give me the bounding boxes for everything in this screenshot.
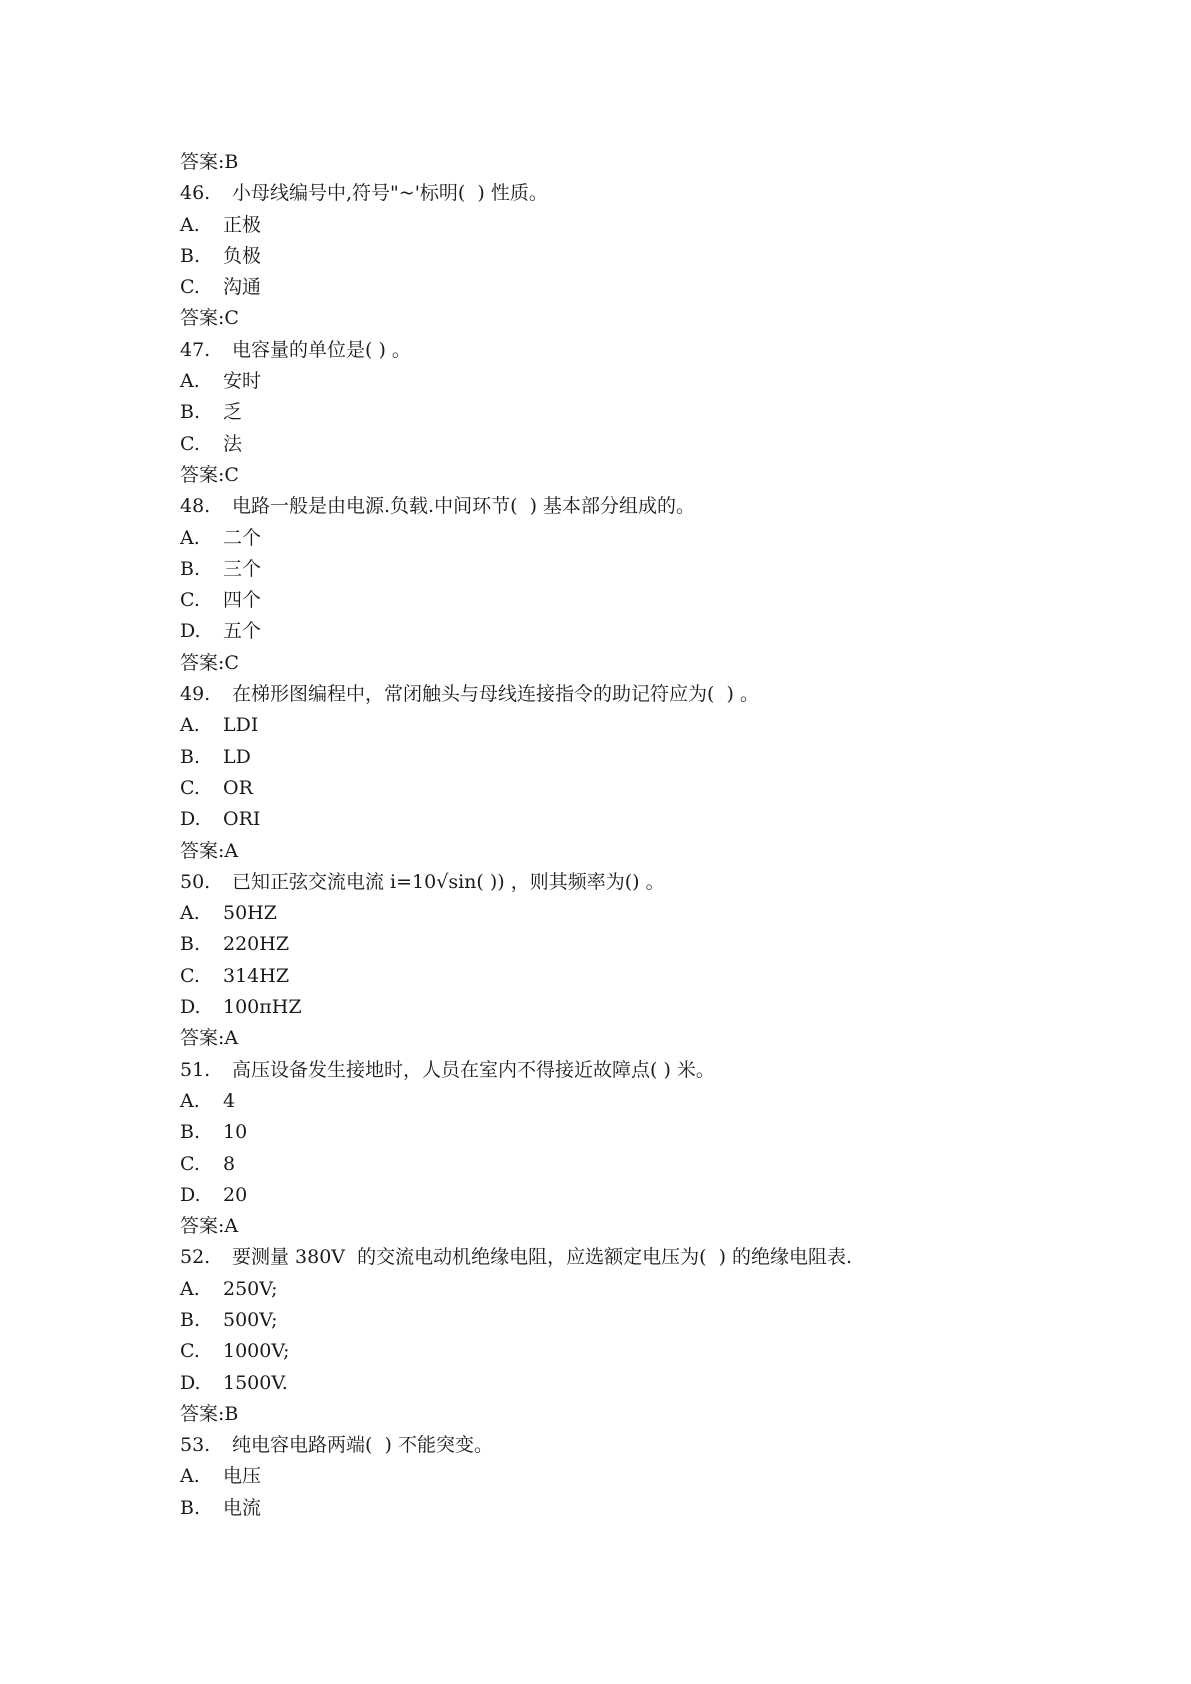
option-line xyxy=(180,1149,852,1180)
option-text: 250V; xyxy=(223,1277,278,1300)
option-text: 二个 xyxy=(223,526,262,549)
option-key: A. xyxy=(180,1277,200,1300)
answer-line xyxy=(180,303,852,334)
option-text: LD xyxy=(223,745,251,768)
option-text: 220HZ xyxy=(223,933,290,956)
option-line xyxy=(180,742,852,773)
option-line xyxy=(180,1368,852,1399)
question-number: 49. xyxy=(180,683,211,706)
option-key: B. xyxy=(180,933,201,956)
question-line xyxy=(180,178,852,209)
answer-line xyxy=(180,147,852,178)
option-text: 10 xyxy=(223,1121,248,1144)
option-key: C. xyxy=(180,964,200,987)
option-key: A. xyxy=(180,1465,200,1488)
option-text: 8 xyxy=(223,1152,236,1175)
option-line xyxy=(180,366,852,397)
option-text: 500V; xyxy=(223,1308,278,1331)
option-text: 1500V. xyxy=(223,1371,288,1394)
option-key: A. xyxy=(180,1089,200,1112)
option-text: 乏 xyxy=(223,401,243,424)
option-line xyxy=(180,710,852,741)
option-text: 四个 xyxy=(223,589,262,612)
option-key: B. xyxy=(180,1496,201,1519)
option-text: 50HZ xyxy=(223,902,277,925)
question-number: 48. xyxy=(180,495,211,518)
option-line xyxy=(180,898,852,929)
option-text: 20 xyxy=(223,1183,248,1206)
option-line xyxy=(180,804,852,835)
question-number: 46. xyxy=(180,182,211,205)
option-key: B. xyxy=(180,557,201,580)
question-text: 电容量的单位是( ) 。 xyxy=(232,338,411,361)
option-line xyxy=(180,929,852,960)
option-key: D. xyxy=(180,1371,201,1394)
option-line xyxy=(180,616,852,647)
question-number: 51. xyxy=(180,1058,211,1081)
question-number: 53. xyxy=(180,1434,211,1457)
answer-text: 答案:A xyxy=(180,1215,239,1238)
option-key: B. xyxy=(180,244,201,267)
answer-line xyxy=(180,1023,852,1054)
option-text: 电流 xyxy=(223,1496,262,1519)
question-line xyxy=(180,1242,852,1273)
answer-text: 答案:A xyxy=(180,1027,239,1050)
answer-line xyxy=(180,1399,852,1430)
question-line xyxy=(180,867,852,898)
option-key: C. xyxy=(180,776,200,799)
option-text: 1000V; xyxy=(223,1340,290,1363)
option-key: A. xyxy=(180,526,200,549)
option-line xyxy=(180,992,852,1023)
option-key: B. xyxy=(180,401,201,424)
question-text: 小母线编号中,符号"~'标明( ) 性质。 xyxy=(232,182,548,205)
option-key: C. xyxy=(180,432,200,455)
question-text: 高压设备发生接地时，人员在室内不得接近故障点( ) 米。 xyxy=(232,1058,715,1081)
option-line xyxy=(180,523,852,554)
question-line xyxy=(180,1055,852,1086)
question-number: 52. xyxy=(180,1246,211,1269)
answer-text: 答案:C xyxy=(180,463,239,486)
option-line xyxy=(180,554,852,585)
answer-text: 答案:B xyxy=(180,151,239,173)
option-line xyxy=(180,1336,852,1367)
question-line xyxy=(180,491,852,522)
option-line xyxy=(180,210,852,241)
option-line xyxy=(180,585,852,616)
option-key: D. xyxy=(180,620,201,643)
option-line xyxy=(180,1117,852,1148)
answer-text: 答案:A xyxy=(180,839,239,862)
question-text: 纯电容电路两端( ) 不能突变。 xyxy=(232,1434,493,1457)
answer-text: 答案:B xyxy=(180,1402,239,1425)
option-text: 安时 xyxy=(223,370,262,393)
option-key: C. xyxy=(180,1340,200,1363)
option-text: 100πHZ xyxy=(223,996,302,1019)
option-text: 314HZ xyxy=(223,964,290,987)
option-key: D. xyxy=(180,808,201,831)
option-line xyxy=(180,1461,852,1492)
option-key: C. xyxy=(180,589,200,612)
answer-line xyxy=(180,648,852,679)
option-line xyxy=(180,1493,852,1524)
option-text: OR xyxy=(223,776,253,799)
question-text: 已知正弦交流电流 i=10√sin( )) ，则其频率为() 。 xyxy=(232,870,665,893)
answer-text: 答案:C xyxy=(180,651,239,674)
option-text: 五个 xyxy=(223,620,262,643)
option-line xyxy=(180,1180,852,1211)
question-text: 在梯形图编程中，常闭触头与母线连接指令的助记符应为( ) 。 xyxy=(232,683,759,706)
option-line xyxy=(180,241,852,272)
option-key: A. xyxy=(180,370,200,393)
option-line xyxy=(180,1274,852,1305)
question-list xyxy=(180,147,852,1524)
option-key: D. xyxy=(180,996,201,1019)
option-key: D. xyxy=(180,1183,201,1206)
question-number: 47. xyxy=(180,338,211,361)
option-line xyxy=(180,961,852,992)
option-text: LDI xyxy=(223,714,259,737)
question-line xyxy=(180,335,852,366)
option-key: C. xyxy=(180,276,200,299)
answer-line xyxy=(180,460,852,491)
option-line xyxy=(180,773,852,804)
option-text: 4 xyxy=(223,1089,236,1112)
option-line xyxy=(180,1305,852,1336)
option-line xyxy=(180,272,852,303)
option-text: 法 xyxy=(223,432,243,455)
option-key: B. xyxy=(180,1308,201,1331)
option-key: B. xyxy=(180,745,201,768)
question-number: 50. xyxy=(180,870,211,893)
question-text: 要测量 380V 的交流电动机绝缘电阻，应选额定电压为( ) 的绝缘电阻表. xyxy=(232,1246,853,1269)
question-line xyxy=(180,1430,852,1461)
option-key: B. xyxy=(180,1121,201,1144)
option-key: A. xyxy=(180,902,200,925)
option-key: C. xyxy=(180,1152,200,1175)
option-line xyxy=(180,1086,852,1117)
option-text: 沟通 xyxy=(223,276,262,299)
question-line xyxy=(180,679,852,710)
question-text: 电路一般是由电源.负载.中间环节( ) 基本部分组成的。 xyxy=(232,495,696,518)
option-key: A. xyxy=(180,714,200,737)
option-text: ORI xyxy=(223,808,261,831)
answer-line xyxy=(180,836,852,867)
option-line xyxy=(180,397,852,428)
option-text: 负极 xyxy=(223,244,262,267)
option-text: 三个 xyxy=(223,557,262,580)
option-line xyxy=(180,429,852,460)
answer-line xyxy=(180,1211,852,1242)
option-text: 电压 xyxy=(223,1465,262,1488)
option-text: 正极 xyxy=(223,213,262,236)
option-key: A. xyxy=(180,213,200,236)
answer-text: 答案:C xyxy=(180,307,239,330)
